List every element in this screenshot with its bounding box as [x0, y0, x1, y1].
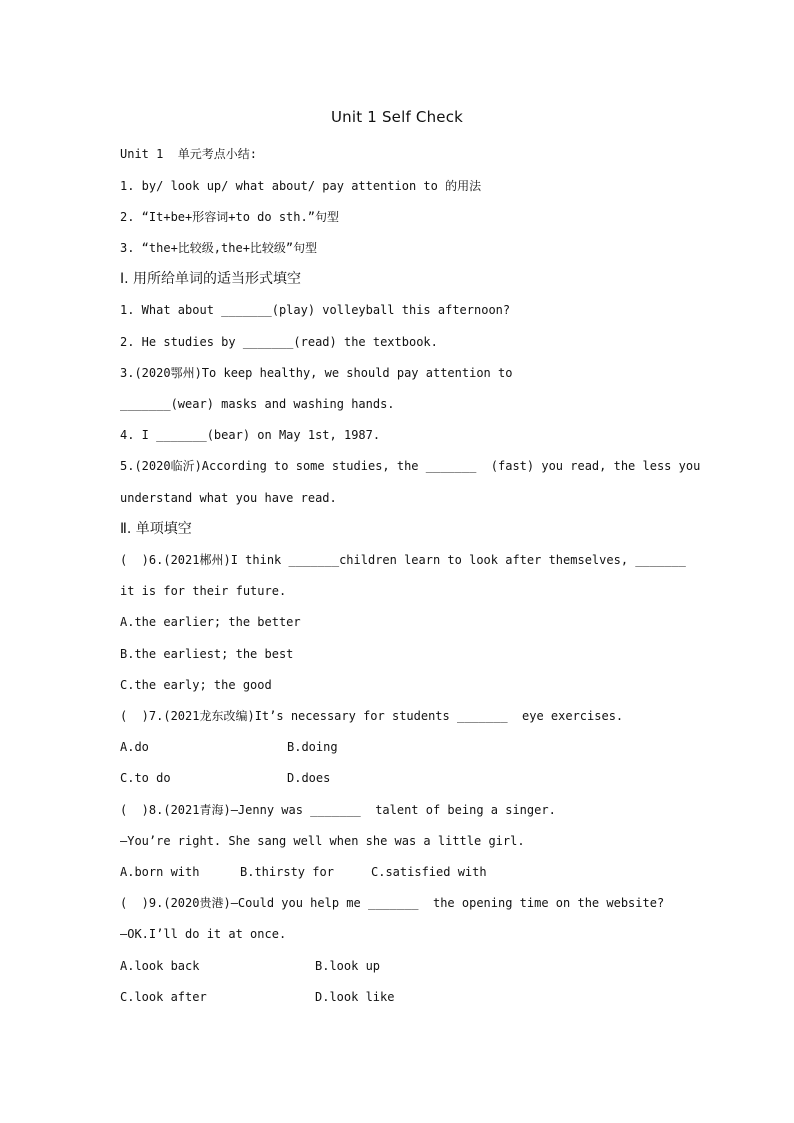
q9-option-a: A.look back	[120, 959, 200, 973]
q6-option-c: C.the early; the good	[120, 678, 272, 692]
section-1-heading: Ⅰ. 用所给单词的适当形式填空	[120, 271, 302, 287]
q7-option-c: C.to do	[120, 771, 171, 785]
q6-option-a: A.the earlier; the better	[120, 615, 301, 629]
q7-option-b: B.doing	[287, 740, 338, 754]
q8-option-c: C.satisfied with	[371, 865, 487, 879]
summary-point-3: 3. “the+比较级,the+比较级”句型	[120, 241, 318, 255]
q9-option-c: C.look after	[120, 990, 207, 1004]
summary-point-1: 1. by/ look up/ what about/ pay attention to 的用法	[120, 179, 482, 193]
q8-option-a: A.born with	[120, 865, 200, 879]
fill-item-3: 3.(2020鄂州)To keep healthy, we should pay attention to	[120, 366, 513, 380]
q6-stem-cont: it is for their future.	[120, 584, 287, 598]
q8-stem: ( )8.(2021青海)—Jenny was _______ talent of being a singer.	[120, 803, 556, 817]
q9-option-d: D.look like	[315, 990, 395, 1004]
fill-item-3-cont: _______(wear) masks and washing hands.	[120, 397, 395, 411]
page-title: Unit 1 Self Check	[330, 108, 464, 126]
summary-heading: Unit 1 单元考点小结:	[120, 147, 258, 161]
fill-item-5-cont: understand what you have read.	[120, 491, 337, 505]
q7-option-a: A.do	[120, 740, 149, 754]
q8-option-b: B.thirsty for	[240, 865, 334, 879]
fill-item-5: 5.(2020临沂)According to some studies, the _______ (fast) you read, the less you	[120, 459, 701, 473]
q6-stem: ( )6.(2021郴州)I think _______children learn to look after themselves, _______	[120, 553, 686, 567]
section-2-heading: Ⅱ. 单项填空	[120, 521, 192, 537]
q9-stem-cont: —OK.I’ll do it at once.	[120, 927, 287, 941]
fill-item-4: 4. I _______(bear) on May 1st, 1987.	[120, 428, 381, 442]
q6-option-b: B.the earliest; the best	[120, 647, 294, 661]
q7-option-d: D.does	[287, 771, 331, 785]
q9-option-b: B.look up	[315, 959, 381, 973]
fill-item-1: 1. What about _______(play) volleyball this afternoon?	[120, 303, 511, 317]
q9-stem: ( )9.(2020贵港)—Could you help me _______ the opening time on the website?	[120, 896, 665, 910]
fill-item-2: 2. He studies by _______(read) the textbook.	[120, 335, 438, 349]
q7-stem: ( )7.(2021龙东改编)It’s necessary for students _______ eye exercises.	[120, 709, 624, 723]
summary-point-2: 2. “It+be+形容词+to do sth.”句型	[120, 210, 339, 224]
q8-stem-cont: —You’re right. She sang well when she was a little girl.	[120, 834, 525, 848]
